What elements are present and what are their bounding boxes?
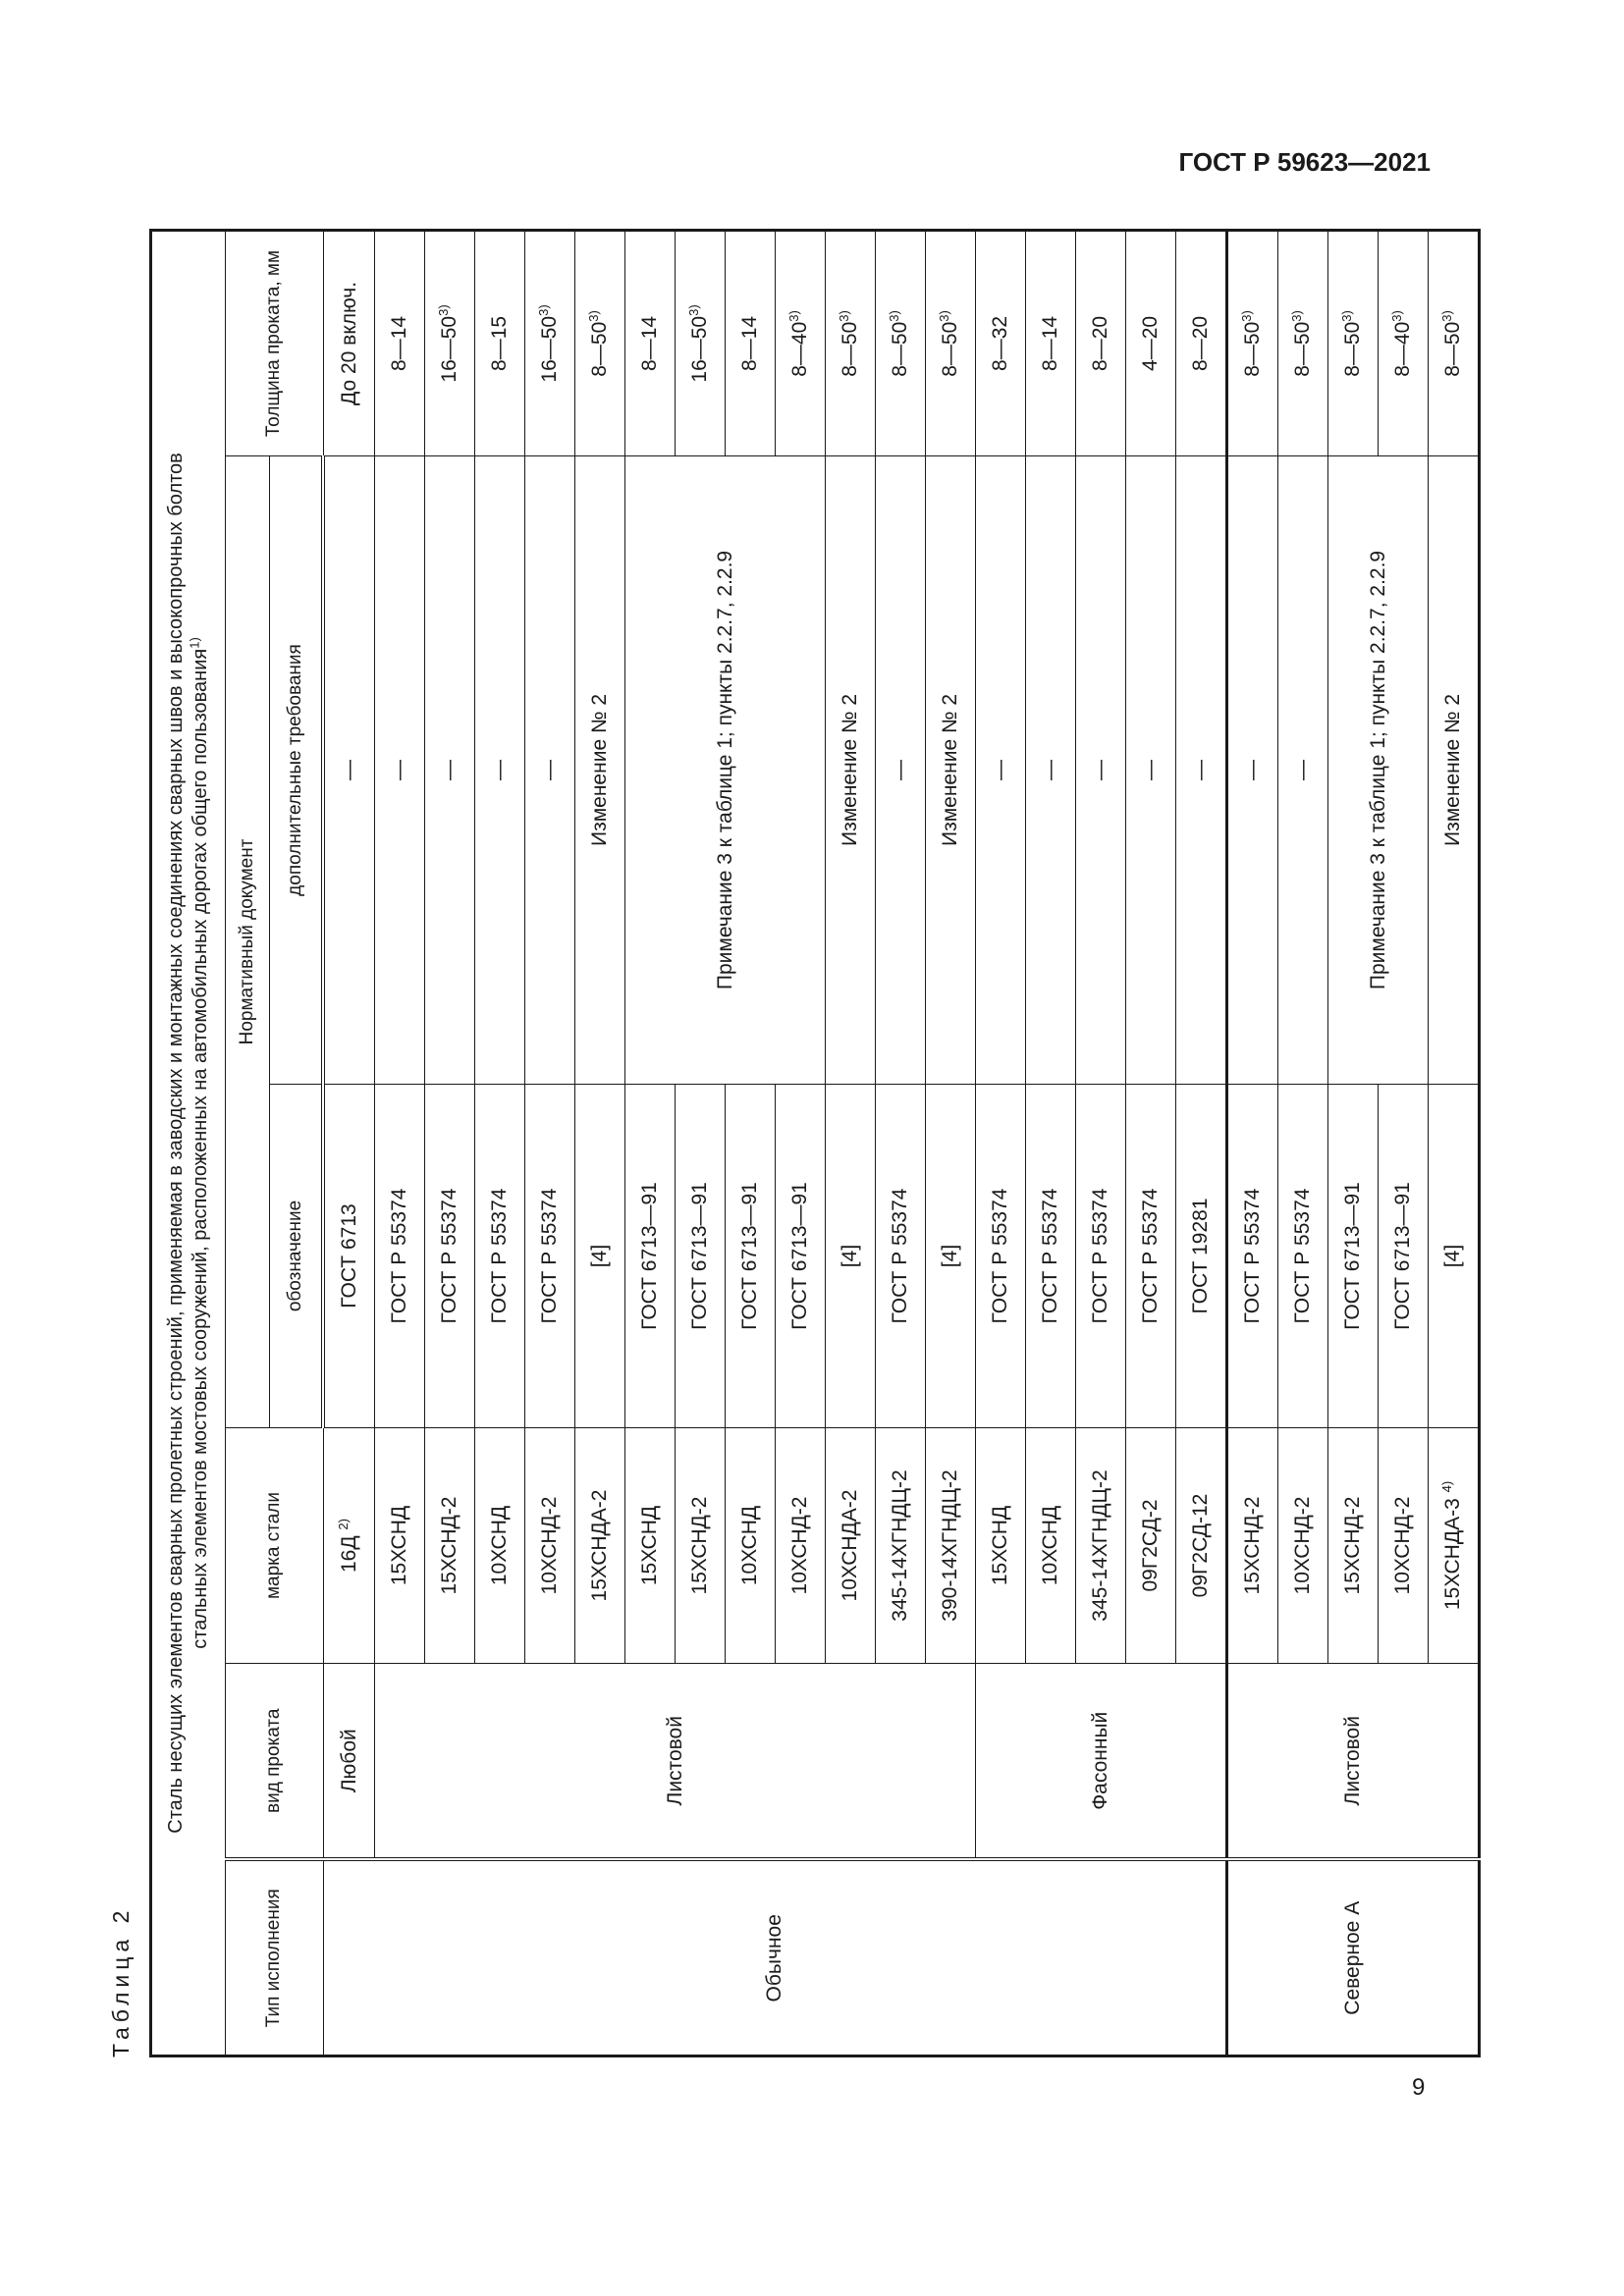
table-row	[375, 230, 425, 2056]
designation-cell: ГОСТ 6713—91	[776, 1085, 826, 1428]
grade-cell: 10ХСНД-2	[1379, 1428, 1429, 1664]
table-row	[976, 230, 1026, 2056]
table-row	[1227, 230, 1278, 2056]
grade-cell: 10ХСНД	[1026, 1428, 1076, 1664]
designation-cell: ГОСТ 6713—91	[1328, 1085, 1379, 1428]
table-row	[323, 230, 375, 2056]
thickness-cell: 8—50$^{3)}$	[876, 230, 926, 455]
grade-cell: 10ХСНД-2	[776, 1428, 826, 1664]
header-additional: дополнительные требования	[270, 456, 324, 1085]
designation-cell: ГОСТ 6713	[323, 1085, 375, 1428]
additional-cell: —	[1026, 456, 1076, 1085]
grade-cell: 15ХСНД-2	[1227, 1428, 1278, 1664]
grade-cell: 15ХСНДА-3 $^{4)}$	[1429, 1428, 1480, 1664]
rolled-type-cell: Любой	[323, 1664, 375, 1860]
thickness-cell: 16—50$^{3)}$	[425, 230, 475, 455]
grade-cell: 390-14ХГНДЦ-2	[926, 1428, 976, 1664]
rotated-table-area	[108, 232, 1465, 2057]
thickness-cell: 8—50$^{3)}$	[1278, 230, 1328, 455]
additional-note-cell: Примечание 3 к таблице 1; пункты 2.2.7, 2.2.9	[1328, 456, 1429, 1085]
additional-cell: —	[375, 456, 425, 1085]
additional-cell: —	[1278, 456, 1328, 1085]
page-number: 9	[1412, 2074, 1426, 2101]
thickness-cell: 8—14	[726, 230, 776, 455]
designation-cell: ГОСТ Р 55374	[1076, 1085, 1126, 1428]
designation-cell: ГОСТ Р 55374	[425, 1085, 475, 1428]
grade-cell: 15ХСНД	[976, 1428, 1026, 1664]
additional-cell: —	[1227, 456, 1278, 1085]
designation-cell: ГОСТ Р 55374	[876, 1085, 926, 1428]
designation-cell: ГОСТ Р 55374	[1026, 1085, 1076, 1428]
header-type: Тип исполнения	[226, 1860, 324, 2056]
designation-cell: [4]	[926, 1085, 976, 1428]
designation-cell: ГОСТ Р 55374	[525, 1085, 575, 1428]
designation-cell: [4]	[1429, 1085, 1480, 1428]
additional-cell: —	[976, 456, 1026, 1085]
designation-cell: ГОСТ 6713—91	[676, 1085, 726, 1428]
additional-cell: —	[1176, 456, 1227, 1085]
designation-cell: [4]	[826, 1085, 876, 1428]
grade-cell: 15ХСНД-2	[1328, 1428, 1379, 1664]
additional-note-cell: Примечание 3 к таблице 1; пункты 2.2.7, 2.2.9	[625, 456, 826, 1085]
grade-cell: 15ХСНД	[625, 1428, 676, 1664]
grade-cell: 10ХСНД	[475, 1428, 525, 1664]
grade-cell: 10ХСНДА-2	[826, 1428, 876, 1664]
thickness-cell: 16—50$^{3)}$	[676, 230, 726, 455]
designation-cell: ГОСТ Р 55374	[976, 1085, 1026, 1428]
grade-cell: 15ХСНДА-2	[575, 1428, 625, 1664]
header-designation: обозначение	[270, 1085, 324, 1428]
thickness-cell: 8—50$^{3)}$	[575, 230, 625, 455]
header-thickness: Толщина проката, мм	[226, 230, 324, 455]
thickness-cell: 8—50$^{3)}$	[1429, 230, 1480, 455]
grade-cell: 345-14ХГНДЦ-2	[876, 1428, 926, 1664]
additional-cell: —	[525, 456, 575, 1085]
rolled-type-cell: Фасонный	[976, 1664, 1227, 1860]
type-cell: Северное А	[1227, 1860, 1480, 2056]
designation-cell: ГОСТ 6713—91	[1379, 1085, 1429, 1428]
grade-cell: 15ХСНД	[375, 1428, 425, 1664]
additional-cell: Изменение № 2	[575, 456, 625, 1085]
table-caption: Таблица 2	[108, 1905, 134, 2057]
designation-cell: ГОСТ Р 55374	[1278, 1085, 1328, 1428]
designation-cell: ГОСТ 6713—91	[726, 1085, 776, 1428]
grade-cell: 15ХСНД-2	[425, 1428, 475, 1664]
designation-cell: ГОСТ Р 55374	[375, 1085, 425, 1428]
header-grade: марка стали	[226, 1428, 324, 1664]
grade-cell: 09Г2СД-12	[1176, 1428, 1227, 1664]
designation-cell: ГОСТ 6713—91	[625, 1085, 676, 1428]
additional-cell: —	[323, 456, 375, 1085]
thickness-cell: 8—20	[1076, 230, 1126, 455]
thickness-cell: 8—15	[475, 230, 525, 455]
rolled-type-cell: Листовой	[1227, 1664, 1480, 1860]
grade-cell: 10ХСНД-2	[1278, 1428, 1328, 1664]
thickness-cell: 8—50$^{3)}$	[826, 230, 876, 455]
thickness-cell: 8—50$^{3)}$	[926, 230, 976, 455]
additional-cell: —	[1126, 456, 1176, 1085]
additional-cell: Изменение № 2	[826, 456, 876, 1085]
header-rolled: вид проката	[226, 1664, 324, 1860]
additional-cell: —	[425, 456, 475, 1085]
designation-cell: ГОСТ Р 55374	[475, 1085, 525, 1428]
rolled-type-cell: Листовой	[375, 1664, 976, 1860]
document-code: ГОСТ Р 59623—2021	[1178, 147, 1431, 177]
designation-cell: ГОСТ 19281	[1176, 1085, 1227, 1428]
grade-cell: 15ХСНД-2	[676, 1428, 726, 1664]
thickness-cell: 8—50$^{3)}$	[1227, 230, 1278, 455]
steel-table	[149, 229, 1481, 2057]
thickness-cell: 8—40$^{3)}$	[776, 230, 826, 455]
thickness-cell: 8—14	[625, 230, 676, 455]
designation-cell: ГОСТ Р 55374	[1126, 1085, 1176, 1428]
thickness-cell: 8—14	[375, 230, 425, 455]
additional-cell: —	[876, 456, 926, 1085]
designation-cell: ГОСТ Р 55374	[1227, 1085, 1278, 1428]
additional-cell: —	[1076, 456, 1126, 1085]
grade-cell: 16Д $^{2)}$	[323, 1428, 375, 1664]
table-title: Сталь несущих элементов сварных пролетных строений, применяемая в заводских и монтажных соединениях сварных швов и высокопрочных болтов стальных элементов мостовых сооружений, расположенных на автомобильных дорогах общего пользования$^{1)}$	[151, 230, 226, 2056]
grade-cell: 10ХСНД	[726, 1428, 776, 1664]
thickness-cell: 8—50$^{3)}$	[1328, 230, 1379, 455]
grade-cell: 10ХСНД-2	[525, 1428, 575, 1664]
grade-cell: 345-14ХГНДЦ-2	[1076, 1428, 1126, 1664]
additional-cell: Изменение № 2	[926, 456, 976, 1085]
thickness-cell: 16—50$^{3)}$	[525, 230, 575, 455]
thickness-cell: 8—20	[1176, 230, 1227, 455]
thickness-cell: 8—14	[1026, 230, 1076, 455]
designation-cell: [4]	[575, 1085, 625, 1428]
thickness-cell: 4—20	[1126, 230, 1176, 455]
thickness-cell: До 20 включ.	[323, 230, 375, 455]
additional-cell: —	[475, 456, 525, 1085]
type-cell: Обычное	[323, 1860, 1227, 2056]
additional-cell: Изменение № 2	[1429, 456, 1480, 1085]
header-normdoc: Нормативный документ	[226, 456, 270, 1428]
grade-cell: 09Г2СД-2	[1126, 1428, 1176, 1664]
thickness-cell: 8—40$^{3)}$	[1379, 230, 1429, 455]
thickness-cell: 8—32	[976, 230, 1026, 455]
